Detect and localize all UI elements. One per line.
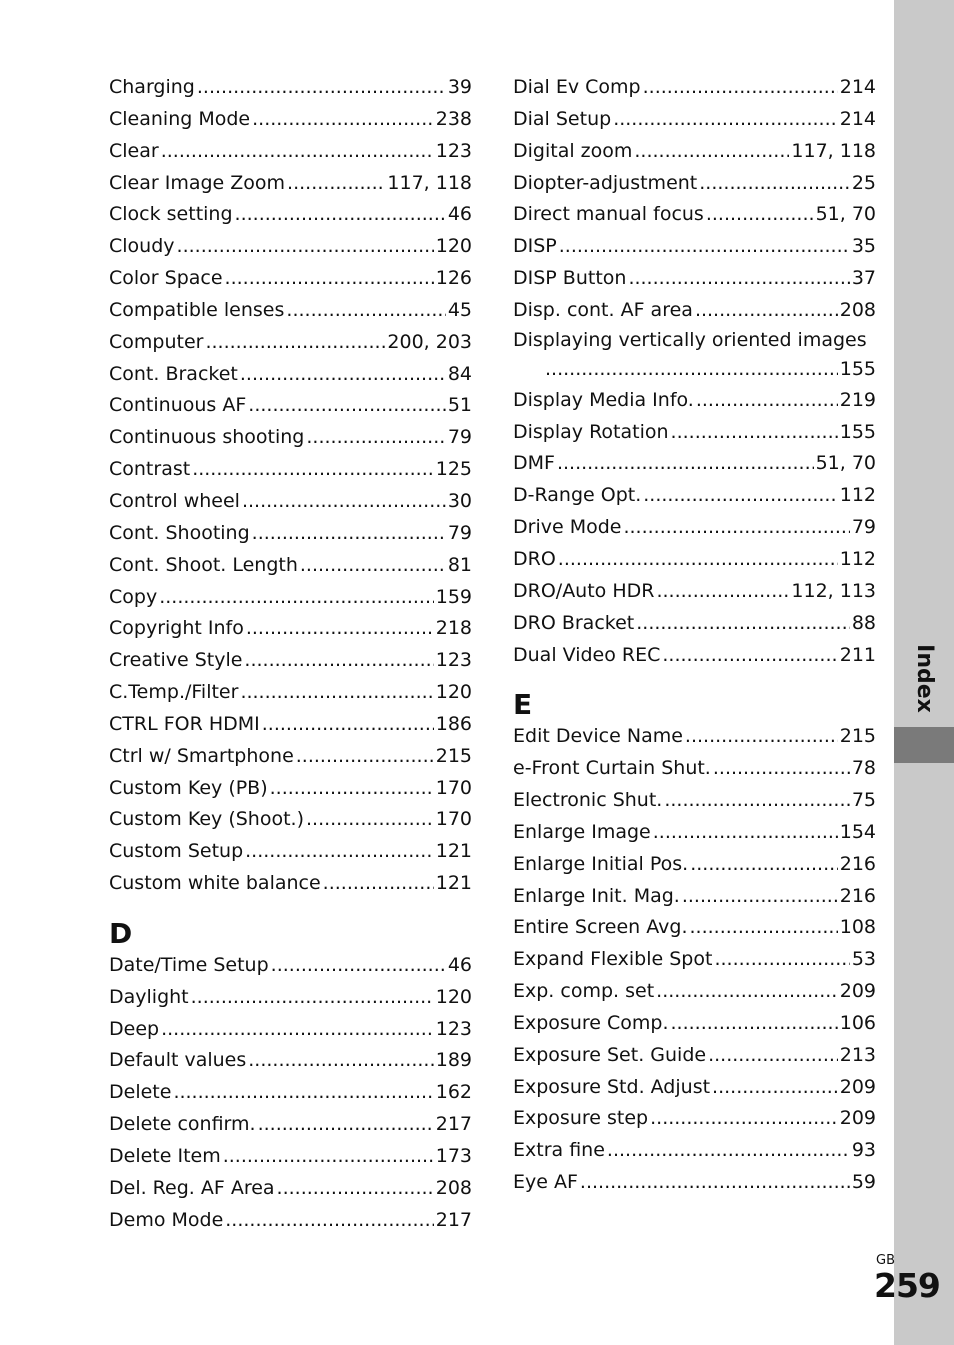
dot-leader: [685, 721, 838, 753]
index-term: Cont. Bracket: [109, 362, 238, 385]
index-entry: [513, 1135, 876, 1167]
dot-leader: [306, 804, 434, 836]
index-entry: [513, 817, 876, 849]
index-term: Default values: [109, 1049, 247, 1072]
index-term: DRO/Auto HDR: [513, 579, 655, 602]
dot-leader: [323, 868, 434, 900]
index-entry: [513, 72, 876, 104]
index-term: Exposure Comp.: [513, 1011, 669, 1034]
index-entry: [513, 640, 876, 672]
index-page: 155: [839, 420, 876, 443]
index-term: C.Temp./Filter: [109, 681, 239, 704]
index-page: 121: [435, 872, 472, 895]
dot-leader: [656, 576, 789, 608]
index-entry: [109, 677, 472, 709]
index-page: 125: [435, 458, 472, 481]
index-term: Computer: [109, 330, 204, 353]
dot-leader: [580, 1167, 850, 1199]
dot-leader: [240, 677, 433, 709]
index-page: 214: [839, 76, 876, 98]
index-page: 209: [839, 980, 876, 1003]
index-term: Custom Setup: [109, 840, 244, 863]
dot-leader: [706, 199, 814, 231]
dot-leader: [545, 353, 838, 385]
index-term: Cloudy: [109, 235, 175, 258]
index-page: 46: [447, 203, 472, 226]
index-page: 120: [435, 235, 472, 258]
dot-leader: [161, 136, 434, 168]
index-entry: [109, 327, 472, 359]
index-entry: [513, 263, 876, 295]
index-term: Compatible lenses: [109, 298, 285, 321]
index-page: 45: [447, 298, 472, 321]
index-entry: [513, 1072, 876, 1104]
index-term: Entire Screen Avg.: [513, 916, 688, 939]
index-term: Cleaning Mode: [109, 107, 251, 130]
index-entry: [109, 518, 472, 550]
index-term: Expand Flexible Spot: [513, 948, 713, 971]
index-term: Dial Ev Comp: [513, 76, 641, 98]
index-page: 106: [839, 1011, 876, 1034]
index-page: 154: [839, 820, 876, 843]
index-entry: [513, 480, 876, 512]
index-page: 117, 118: [387, 171, 472, 194]
index-entry: [109, 1205, 472, 1237]
index-entry: [513, 1103, 876, 1135]
dot-leader: [197, 72, 446, 104]
index-entry: [109, 199, 472, 231]
index-term: Dial Setup: [513, 107, 612, 130]
index-entry: [513, 448, 876, 480]
index-term: DISP: [513, 235, 557, 258]
index-page: 219: [839, 388, 876, 411]
index-term: Extra fine: [513, 1139, 605, 1162]
index-column-left: [109, 72, 472, 1237]
dot-leader: [225, 1205, 433, 1237]
index-page: 123: [435, 139, 472, 162]
index-term: Continuous AF: [109, 394, 247, 417]
dot-leader: [714, 944, 849, 976]
index-entry: [513, 168, 876, 200]
entries-d2-list: [513, 385, 876, 672]
index-page: 108: [839, 916, 876, 939]
dot-leader: [643, 72, 838, 104]
dot-leader: [558, 544, 838, 576]
index-term: Display Rotation: [513, 420, 669, 443]
index-page: 208: [435, 1176, 472, 1199]
sidebar-label-box: [894, 640, 954, 716]
index-page: 120: [435, 985, 472, 1008]
index-page: 189: [435, 1049, 472, 1072]
dot-leader: [690, 849, 838, 881]
section-letter-e: E: [513, 688, 533, 722]
index-page: 218: [435, 617, 472, 640]
index-sidebar: [894, 0, 954, 1345]
index-term: Contrast: [109, 458, 191, 481]
index-entry: [109, 613, 472, 645]
dot-leader: [192, 454, 434, 486]
index-entry: [513, 104, 876, 136]
index-entry: [513, 512, 876, 544]
dot-leader: [671, 417, 838, 449]
index-entry: [513, 544, 876, 576]
index-page: 51: [447, 394, 472, 417]
dot-leader: [177, 231, 434, 263]
index-entry: [513, 1040, 876, 1072]
index-term: DMF: [513, 452, 555, 475]
dot-leader: [244, 645, 433, 677]
dot-leader: [252, 518, 446, 550]
dot-leader: [270, 773, 434, 805]
index-entry: [109, 231, 472, 263]
index-page: 25: [851, 171, 876, 194]
index-entry: [109, 72, 472, 104]
index-entry: [109, 422, 472, 454]
dot-leader: [223, 1141, 434, 1173]
dot-leader: [240, 359, 446, 391]
dot-leader: [712, 1072, 838, 1104]
index-entry: [109, 1141, 472, 1173]
dot-leader: [287, 168, 385, 200]
dot-leader: [277, 1173, 434, 1205]
index-page: 79: [851, 516, 876, 539]
index-term: Cont. Shooting: [109, 521, 250, 544]
index-page: 186: [435, 712, 472, 735]
index-page: 46: [447, 953, 472, 976]
dot-leader: [664, 785, 849, 817]
index-entry: [109, 295, 472, 327]
index-page: 39: [447, 76, 472, 98]
dot-leader: [557, 448, 814, 480]
index-term: Custom Key (PB): [109, 776, 268, 799]
index-term: Disp. cont. AF area: [513, 298, 693, 321]
index-page: 126: [435, 267, 472, 290]
index-entry: [513, 753, 876, 785]
index-term: DISP Button: [513, 267, 627, 290]
index-entry: [109, 982, 472, 1014]
index-entry: [513, 385, 876, 417]
index-term: Direct manual focus: [513, 203, 704, 226]
index-entry: [109, 773, 472, 805]
index-entry: [109, 104, 472, 136]
dot-leader: [252, 104, 434, 136]
entries-d-list: [109, 950, 472, 1237]
index-entry: [109, 1045, 472, 1077]
index-term: Eye AF: [513, 1171, 578, 1194]
index-page: 35: [851, 235, 876, 258]
dot-leader: [623, 512, 849, 544]
dot-leader: [161, 1014, 434, 1046]
index-page: 123: [435, 1017, 472, 1040]
dot-leader: [286, 295, 445, 327]
index-term: Diopter-adjustment: [513, 171, 698, 194]
dot-leader: [699, 168, 850, 200]
index-term: Custom Key (Shoot.): [109, 808, 304, 831]
index-entry: [513, 1167, 876, 1199]
index-term: Creative Style: [109, 649, 243, 672]
dot-leader: [559, 231, 850, 263]
index-entry: [109, 136, 472, 168]
dot-leader: [607, 1135, 850, 1167]
index-entry: [513, 231, 876, 263]
index-page: 88: [851, 611, 876, 634]
index-term: Delete confirm.: [109, 1113, 256, 1136]
index-page: 37: [851, 267, 876, 290]
index-term: Demo Mode: [109, 1208, 224, 1231]
dot-leader: [205, 327, 385, 359]
index-entry: [109, 1014, 472, 1046]
index-term: Copy: [109, 585, 158, 608]
section-letter-d: D: [109, 916, 133, 950]
index-term: Exp. comp. set: [513, 980, 655, 1003]
index-page: 215: [435, 744, 472, 767]
index-page: 112: [839, 547, 876, 570]
index-page: 84: [447, 362, 472, 385]
dot-leader: [235, 199, 446, 231]
index-entry: [109, 950, 472, 982]
index-page: 217: [435, 1113, 472, 1136]
index-term: Custom white balance: [109, 872, 321, 895]
dot-leader: [671, 1008, 838, 1040]
index-entry: [513, 295, 876, 327]
index-term: Enlarge Init. Mag.: [513, 884, 680, 907]
sidebar-tab-marker: [894, 727, 954, 763]
dot-leader: [690, 912, 838, 944]
index-page: 213: [839, 1043, 876, 1066]
dot-leader: [242, 486, 446, 518]
index-entry: [513, 136, 876, 168]
dot-leader: [191, 982, 434, 1014]
dot-leader: [271, 950, 446, 982]
index-entry: [109, 804, 472, 836]
index-page: 215: [839, 725, 876, 748]
index-page: 81: [447, 553, 472, 576]
dot-leader: [225, 263, 434, 295]
index-entry: [513, 1008, 876, 1040]
index-entry: [109, 359, 472, 391]
page-number: 259: [874, 1266, 940, 1305]
index-term: Delete Item: [109, 1145, 221, 1167]
index-entry: [513, 944, 876, 976]
index-page: 170: [435, 808, 472, 831]
dot-leader: [296, 741, 434, 773]
index-page: 238: [435, 107, 472, 130]
index-entry: [109, 709, 472, 741]
index-page: 216: [839, 884, 876, 907]
index-page: 78: [851, 757, 876, 780]
index-page: 159: [435, 585, 472, 608]
dot-leader: [634, 136, 789, 168]
dot-leader: [306, 422, 445, 454]
index-page: 155: [839, 357, 876, 380]
index-entry: [109, 645, 472, 677]
index-term: Exposure Set. Guide: [513, 1043, 707, 1066]
index-page: 79: [447, 426, 472, 449]
index-column-right: [513, 72, 876, 1199]
index-entry: [513, 417, 876, 449]
index-page: 30: [447, 489, 472, 512]
index-term: Exposure step: [513, 1107, 649, 1130]
index-term: DRO: [513, 547, 556, 570]
index-entry-wrapped: [513, 327, 876, 385]
index-entry: [109, 168, 472, 200]
index-term: CTRL FOR HDMI: [109, 712, 260, 735]
index-page: 211: [839, 643, 876, 666]
index-entry: [513, 199, 876, 231]
index-term: Display Media Info.: [513, 388, 694, 411]
dot-leader: [613, 104, 838, 136]
index-term: Digital zoom: [513, 139, 633, 162]
index-page: 117, 118: [791, 139, 876, 162]
dot-leader: [636, 608, 850, 640]
index-page: 79: [447, 521, 472, 544]
index-entry: [109, 263, 472, 295]
index-term: Enlarge Image: [513, 820, 651, 843]
index-page: 170: [435, 776, 472, 799]
index-entry: [513, 785, 876, 817]
index-term: Del. Reg. AF Area: [109, 1176, 275, 1199]
index-term: Clear Image Zoom: [109, 171, 286, 194]
index-entry: [109, 1109, 472, 1141]
index-term: Clock setting: [109, 203, 233, 226]
index-term: Continuous shooting: [109, 426, 305, 449]
index-entry: [513, 912, 876, 944]
dot-leader: [245, 836, 434, 868]
index-page: 59: [851, 1171, 876, 1194]
index-entry: [109, 486, 472, 518]
index-term: Date/Time Setup: [109, 953, 269, 976]
index-entry: [513, 721, 876, 753]
dot-leader: [262, 709, 434, 741]
index-page: 51, 70: [815, 203, 876, 226]
dot-leader: [650, 1103, 838, 1135]
index-page: 200, 203: [387, 330, 472, 353]
index-entry: [513, 881, 876, 913]
index-page: 51, 70: [815, 452, 876, 475]
dot-leader: [159, 582, 434, 614]
index-term: Delete: [109, 1081, 172, 1104]
index-page: 208: [839, 298, 876, 321]
index-entry: [109, 1077, 472, 1109]
index-entry: [513, 576, 876, 608]
index-term: Electronic Shut.: [513, 789, 663, 812]
index-entry: [109, 836, 472, 868]
index-page: 123: [435, 649, 472, 672]
index-page: 93: [851, 1139, 876, 1162]
dot-leader: [248, 390, 446, 422]
dot-leader: [662, 640, 837, 672]
entries-e-list: [513, 721, 876, 1199]
index-entry: [513, 976, 876, 1008]
dot-leader: [656, 976, 838, 1008]
index-term: Dual Video REC: [513, 643, 661, 666]
index-page: 112, 113: [791, 579, 876, 602]
dot-leader: [248, 1045, 433, 1077]
dot-leader: [713, 753, 850, 785]
index-term: D-Range Opt.: [513, 484, 642, 507]
index-term: Edit Device Name: [513, 725, 683, 748]
index-entry: [109, 550, 472, 582]
index-term: Charging: [109, 76, 195, 98]
index-page: 217: [435, 1208, 472, 1231]
index-term: Daylight: [109, 985, 189, 1008]
index-term: Ctrl w/ Smartphone: [109, 744, 294, 767]
index-page: 173: [435, 1145, 472, 1167]
entries-d1-list: [513, 72, 876, 327]
index-entry: [513, 849, 876, 881]
index-term: Color Space: [109, 267, 223, 290]
dot-leader: [696, 385, 838, 417]
index-term: Enlarge Initial Pos.: [513, 852, 689, 875]
index-page: 121: [435, 840, 472, 863]
dot-leader: [653, 817, 838, 849]
index-term: DRO Bracket: [513, 611, 635, 634]
index-page: 209: [839, 1075, 876, 1098]
index-entry: [513, 608, 876, 640]
index-entry: [109, 582, 472, 614]
index-term: Deep: [109, 1017, 160, 1040]
index-page: 162: [435, 1081, 472, 1104]
index-page: 216: [839, 852, 876, 875]
index-entry: [109, 1173, 472, 1205]
index-term: Copyright Info: [109, 617, 244, 640]
index-page: 209: [839, 1107, 876, 1130]
index-term: Control wheel: [109, 489, 240, 512]
dot-leader: [695, 295, 838, 327]
dot-leader: [628, 263, 849, 295]
entries-c-list: [109, 72, 472, 900]
dot-leader: [300, 550, 446, 582]
dot-leader: [258, 1109, 434, 1141]
index-entry: [109, 868, 472, 900]
index-term: Exposure Std. Adjust: [513, 1075, 711, 1098]
dot-leader: [643, 480, 837, 512]
index-page: 214: [839, 107, 876, 130]
index-term: Cont. Shoot. Length: [109, 553, 298, 576]
index-entry: [109, 454, 472, 486]
index-term: Clear: [109, 139, 159, 162]
dot-leader: [173, 1077, 433, 1109]
region-label: GB: [876, 1253, 895, 1268]
dot-leader: [246, 613, 434, 645]
index-page: 53: [851, 948, 876, 971]
index-page: 75: [851, 789, 876, 812]
index-entry: [109, 390, 472, 422]
index-term: Displaying vertically oriented images: [513, 328, 867, 351]
index-term: Drive Mode: [513, 516, 622, 539]
dot-leader: [682, 881, 838, 913]
index-entry: [109, 741, 472, 773]
dot-leader: [708, 1040, 838, 1072]
index-term: e-Front Curtain Shut.: [513, 757, 711, 780]
index-page: 120: [435, 681, 472, 704]
index-page: 112: [839, 484, 876, 507]
sidebar-index-label: Index: [911, 643, 937, 713]
